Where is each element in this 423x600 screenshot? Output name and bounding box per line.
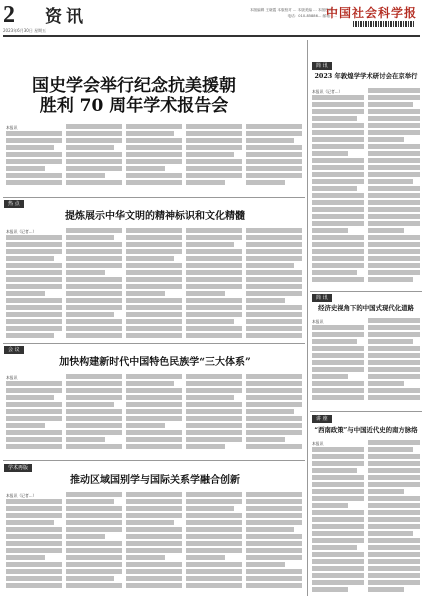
story4-tag: 学术再版 [4,464,32,472]
main-story-col1 [6,124,62,192]
story4-col5 [246,492,302,596]
main-story-col3 [126,124,182,192]
right-bottom-col2 [368,440,420,596]
masthead-rule [3,35,420,37]
contact-line: 电话：010-85886… 邮箱：… [287,14,337,18]
story4-headline: 推动区域国别学与国际关系学融合创新 [70,475,240,486]
section-title: 资讯 [45,7,87,27]
story3-top-rule [3,343,305,344]
right-top-col1 [312,88,364,288]
story4-top-rule [3,460,305,461]
story2-col5 [246,228,302,340]
right-bottom-lead: 本报讯 [312,441,324,446]
right-top-col2 [368,88,420,288]
story2-col1 [6,228,62,340]
main-headline [20,76,248,116]
right-bottom-tag: 讲 座 [312,415,332,423]
story3-tag: 会 议 [4,346,24,354]
story2-col4 [186,228,242,340]
right-column-divider [307,40,308,596]
page-number: 2 [3,2,15,28]
story4-col3 [126,492,182,596]
main-headline-line1: 国史学会举行纪念抗美援朝 [32,76,236,96]
story2-col3 [126,228,182,340]
story3-lead: 本报讯 [6,375,18,380]
barcode-icon [353,21,415,27]
main-story-col4 [186,124,242,192]
story2-top-rule [3,197,305,198]
main-story-col2 [66,124,122,192]
story4-col1 [6,492,62,596]
right-mid-col2 [368,318,420,406]
right-top-headline: 2023 年敦煌学学术研讨会在京举行 [314,72,418,80]
story2-lead: 本报讯（记者…） [6,229,37,234]
story4-lead: 本报讯（记者…） [6,493,37,498]
story2-tag: 热 点 [4,200,24,208]
story3-col2 [66,374,122,456]
masthead [0,0,423,36]
right-bottom-top-rule [310,411,422,412]
right-mid-headline: 经济史视角下的中国式现代化道路 [318,304,414,312]
right-mid-lead: 本报讯 [312,319,324,324]
right-mid-tag: 简 讯 [312,294,332,302]
story3-col3 [126,374,182,456]
right-mid-top-rule [310,291,422,292]
right-mid-col1 [312,318,364,406]
story3-headline: 加快构建新时代中国特色民族学“三大体系” [59,357,251,368]
editor-credits: 本版编辑 王晓霞 本版校对 … 本版美编 … 本版校对 … [249,8,337,12]
right-bottom-headline: “西南政策”与中国近代史的南方脉络 [314,426,418,434]
right-top-tag: 简 讯 [312,62,332,70]
story3-col5 [246,374,302,456]
main-story-col5 [246,124,302,192]
main-story-lead: 本报讯 [6,125,18,130]
story4-col2 [66,492,122,596]
main-headline-line2: 胜利 70 周年学术报告会 [39,96,229,116]
issue-date: 2023年6月30日 星期五 [3,28,47,33]
story4-col4 [186,492,242,596]
story2-headline: 提炼展示中华文明的精神标识和文化精髓 [65,211,245,222]
newspaper-logo: 中国社会科学报 [325,6,417,20]
story3-col1 [6,374,62,456]
right-bottom-col1 [312,440,364,596]
right-top-lead: 本报讯（记者…） [312,89,343,94]
story3-col4 [186,374,242,456]
story2-col2 [66,228,122,340]
